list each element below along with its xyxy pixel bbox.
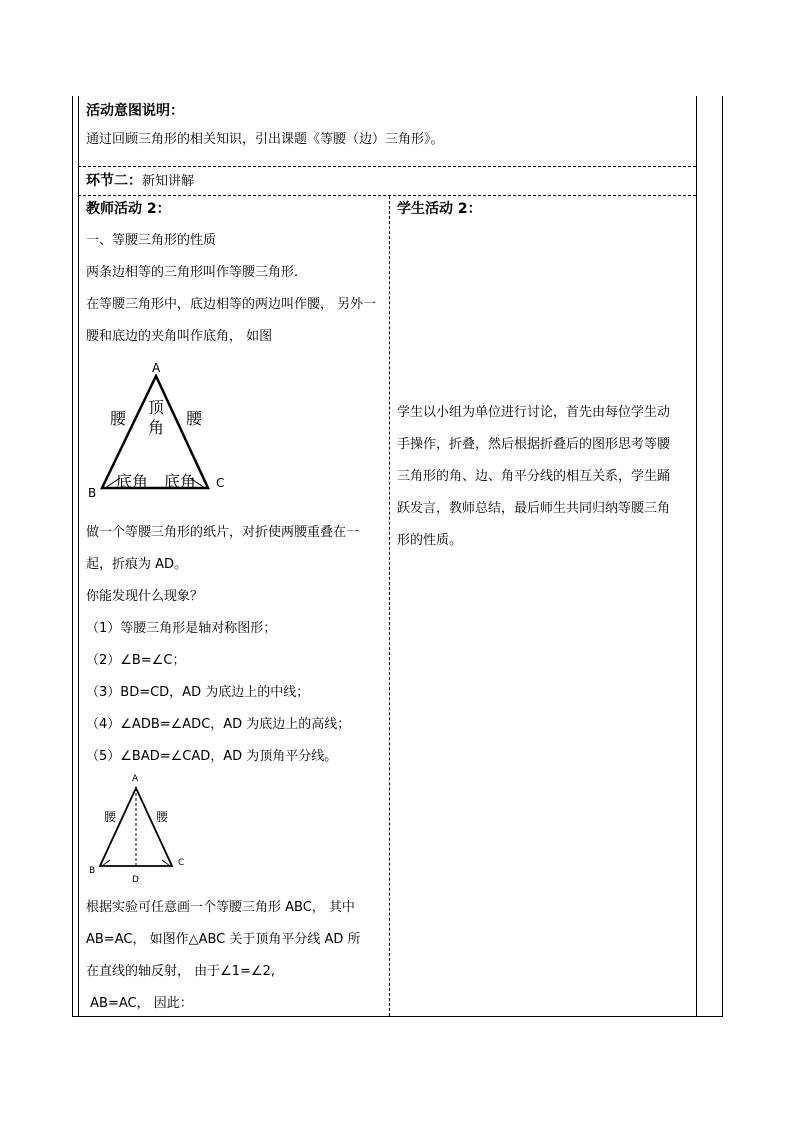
isosceles-figure-2 (84, 770, 194, 886)
vertex-c-label: C (216, 476, 225, 490)
intent-heading: 活动意图说明： (86, 103, 184, 119)
vertex-a-label: A (132, 774, 139, 784)
teacher-line: 腰和底边的夹角叫作底角， 如图 (86, 329, 273, 344)
teacher-line: 根据实验可任意画一个等腰三角形 ABC， 其中 (86, 900, 355, 915)
base-angle-label-left: 底角 (116, 472, 149, 491)
leg-label-left: 腰 (104, 810, 117, 824)
isosceles-figure-1 (80, 358, 240, 500)
vertex-a-label: A (152, 361, 161, 375)
teacher-line: 在等腰三角形中，底边相等的两边叫作腰， 另外一 (86, 297, 377, 312)
teacher-line: AB=AC， 因此： (86, 996, 193, 1011)
vertex-b-label: B (88, 486, 97, 500)
teacher-line: （5）∠BAD=∠CAD，AD 为顶角平分线。 (86, 749, 338, 764)
teacher-line: 在直线的轴反射， 由于∠1=∠2, (86, 964, 276, 979)
vertex-d-label: D (132, 875, 139, 885)
student-line: 跃发言，教师总结，最后师生共同归纳等腰三角 (397, 501, 671, 516)
teacher-line: 做一个等腰三角形的纸片，对折使两腰重叠在一 (86, 525, 360, 540)
vertex-c-label: C (178, 858, 185, 868)
teacher-line: 一、等腰三角形的性质 (86, 233, 217, 248)
apex-label-bottom: 角 (148, 418, 165, 437)
leg-label-right: 腰 (156, 810, 169, 824)
teacher-line: 你能发现什么现象？ (86, 589, 204, 604)
teacher-line: AB=AC， 如图作△ABC 关于顶角平分线 AD 所 (86, 932, 361, 947)
teacher-line: （1）等腰三角形是轴对称图形； (86, 621, 277, 636)
base-angle-label-right: 底角 (164, 472, 197, 491)
teacher-line: 两条边相等的三角形叫作等腰三角形. (86, 265, 299, 280)
teacher-line: 起，折痕为 AD。 (86, 557, 188, 572)
leg-label-right: 腰 (186, 409, 203, 428)
section-heading: 环节二： (86, 173, 142, 189)
leg-label-left: 腰 (110, 409, 127, 428)
teacher-intro (86, 225, 386, 353)
apex-label-top: 顶 (148, 398, 165, 417)
student-line: 三角形的角、边、角平分线的相互关系，学生踊 (397, 469, 671, 484)
intent-text: 通过回顾三角形的相关知识，引出课题《等腰（边）三角形》。 (86, 132, 444, 147)
teacher-fold (86, 517, 386, 773)
teacher-line: （4）∠ADB=∠ADC，AD 为底边上的高线； (86, 717, 351, 732)
teacher-line: （2）∠B=∠C； (86, 653, 186, 668)
section-subtitle: 新知讲解 (142, 174, 195, 189)
student-line: 手操作，折叠，然后根据折叠后的图形思考等腰 (397, 437, 671, 452)
student-line: 学生以小组为单位进行讨论，首先由每位学生动 (397, 405, 671, 420)
student-line: 形的性质。 (397, 533, 463, 548)
student-heading: 学生活动 2： (397, 201, 482, 217)
section-title (86, 173, 194, 190)
teacher-line: （3）BD=CD，AD 为底边上的中线； (86, 685, 310, 700)
teacher-proof (86, 892, 386, 1020)
teacher-heading: 教师活动 2： (86, 201, 171, 217)
vertex-b-label: B (89, 866, 96, 876)
student-text (397, 397, 693, 557)
